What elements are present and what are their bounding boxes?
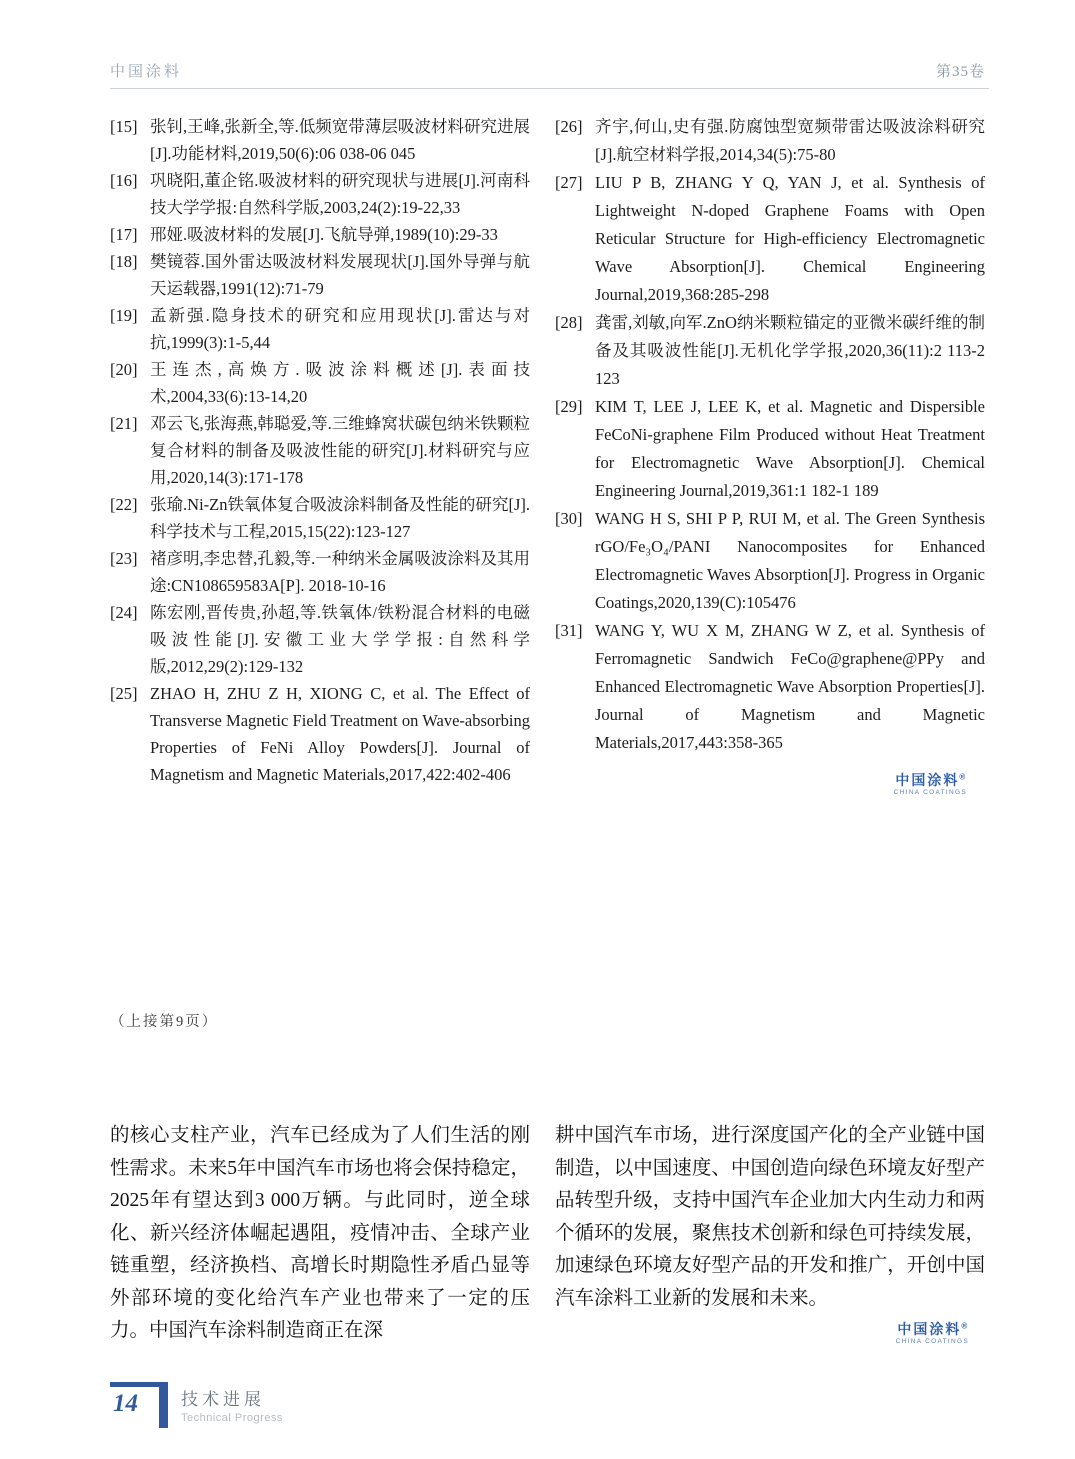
reference-item [110, 545, 530, 599]
reference-item [555, 113, 985, 169]
volume-label: 第35卷 [935, 64, 985, 80]
page-footer [110, 1382, 283, 1430]
header-divider [110, 88, 989, 89]
reference-text: KIM T, LEE J, LEE K, et al. Magnetic and Dispersible FeCoNi-graphene Film Produced without Heat Treatment for Electromagnetic Wave Absorption[J]. Chemical Engineering Journal,2019,361:1 182-1 189 [595, 397, 985, 500]
footer-section-title: 技术进展 [181, 1390, 265, 1409]
reference-item [555, 617, 985, 757]
footer-section [181, 1382, 283, 1424]
reference-text: 樊镜蓉.国外雷达吸波材料发展现状[J].国外导弹与航天运载器,1991(12):71-79 [150, 252, 530, 298]
reference-label: [26] [555, 117, 583, 136]
reference-label: [31] [555, 621, 583, 640]
reference-item [110, 410, 530, 491]
reference-text: 巩晓阳,董企铭.吸波材料的研究现状与进展[J].河南科技大学学报:自然科学版,2003,24(2):19-22,33 [150, 171, 530, 217]
reference-text: 邢娅.吸波材料的发展[J].飞航导弹,1989(10):29-33 [150, 225, 498, 244]
logo-text-row [894, 773, 967, 788]
reference-item [110, 113, 530, 167]
reference-item [555, 309, 985, 393]
reference-label: [22] [110, 495, 138, 514]
reference-label: [25] [110, 684, 138, 703]
reference-text: 孟新强.隐身技术的研究和应用现状[J].雷达与对抗,1999(3):1-5,44 [150, 306, 530, 352]
reference-item [110, 167, 530, 221]
reference-item [555, 169, 985, 309]
reference-item [110, 221, 530, 248]
continuation-note: （上接第9页） [110, 1014, 219, 1030]
china-coatings-logo [896, 1322, 969, 1346]
reference-label: [29] [555, 397, 583, 416]
body-column-right-wrap [555, 1120, 985, 1348]
reference-text: WANG Y, WU X M, ZHANG W Z, et al. Synthesis of Ferromagnetic Sandwich FeCo@graphene@PPy and Enhanced Electromagnetic Wave Absorption Properties[J]. Journal of Magnetism and Magnetic Materials,2017,443:358-365 [595, 621, 985, 752]
reference-label: [17] [110, 225, 138, 244]
references-brand-row [555, 773, 985, 797]
logo-text: 中国涂料 [895, 772, 960, 788]
reference-text: 邓云飞,张海燕,韩聪爱,等.三维蜂窝状碳包纳米铁颗粒复合材料的制备及吸波性能的研究[J].材料研究与应用,2020,14(3):171-178 [150, 414, 530, 487]
logo-subtitle: CHINA COATINGS [895, 1338, 969, 1346]
page-header [110, 60, 985, 81]
reference-text: 齐宇,何山,史有强.防腐蚀型宽频带雷达吸波涂料研究[J].航空材料学报,2014,34(5):75-80 [595, 117, 985, 164]
reference-text: WANG H S, SHI P P, RUI M, et al. The Green Synthesis rGO/Fe₃O₄/PANI Nanocomposites for Enhanced Electromagnetic Waves Absorption[J]. Progress in Organic Coatings,2020,139(C):105476 [595, 509, 985, 612]
reference-text: ZHAO H, ZHU Z H, XIONG C, et al. The Effect of Transverse Magnetic Field Treatment on Wave-absorbing Properties of FeNi Alloy Powders[J]. Journal of Magnetism and Magnetic Materials,2017,422:402-406 [150, 684, 530, 784]
reference-text: 王连杰,高焕方.吸波涂料概述[J].表面技术,2004,33(6):13-14,20 [150, 360, 530, 406]
registered-mark-icon: ® [959, 772, 966, 782]
reference-item [555, 393, 985, 505]
references-column-left [110, 113, 530, 797]
logo-text: 中国涂料 [897, 1320, 962, 1337]
logo-subtitle: CHINA COATINGS [893, 789, 967, 797]
reference-text: LIU P B, ZHANG Y Q, YAN J, et al. Synthesis of Lightweight N-doped Graphene Foams with Open Reticular Structure for High-efficiency Electromagnetic Wave Absorption[J]. Chemical Engineering Journal,2019,368:285-298 [595, 173, 985, 304]
reference-label: [30] [555, 509, 583, 528]
corner-bar-icon [159, 1382, 168, 1428]
reference-text: 张钊,王峰,张新全,等.低频宽带薄层吸波材料研究进展[J].功能材料,2019,50(6):06 038-06 045 [150, 117, 530, 163]
reference-text: 陈宏刚,晋传贵,孙超,等.铁氧体/铁粉混合材料的电磁吸波性能[J].安徽工业大学学报:自然科学版,2012,29(2):129-132 [150, 603, 530, 676]
reference-label: [16] [110, 171, 138, 190]
reference-label: [20] [110, 360, 138, 379]
references-list-right [555, 113, 985, 757]
reference-label: [18] [110, 252, 138, 271]
china-coatings-logo [894, 773, 967, 797]
reference-label: [21] [110, 414, 138, 433]
reference-text: 褚彦明,李忠替,孔毅,等.一种纳米金属吸波涂料及其用途:CN108659583A[P]. 2018-10-16 [150, 549, 530, 595]
reference-label: [19] [110, 306, 138, 325]
reference-item [110, 680, 530, 788]
reference-item [110, 248, 530, 302]
references-column-right [555, 113, 985, 797]
reference-text: 张瑜.Ni-Zn铁氧体复合吸波涂料制备及性能的研究[J].科学技术与工程,2015,15(22):123-127 [150, 495, 530, 541]
article-body [110, 1120, 985, 1348]
reference-label: [28] [555, 313, 583, 332]
body-column-left: 的核心支柱产业，汽车已经成为了人们生活的刚性需求。未来5年中国汽车市场也将会保持稳定，2025年有望达到3 000万辆。与此同时，逆全球化、新兴经济体崛起遇阻，疫情冲击、全球产业链重塑，经济换档、高增长时期隐性矛盾凸显等外部环境的变化给汽车产业也带来了一定的压力。中国汽车涂料制造商正在深 [110, 1125, 530, 1341]
registered-mark-icon: ® [961, 1321, 968, 1331]
reference-item [110, 356, 530, 410]
reference-label: [27] [555, 173, 583, 192]
footer-section-subtitle: Technical Progress [181, 1412, 283, 1424]
reference-text: 龚雷,刘敏,向军.ZnO纳米颗粒锚定的亚微米碳纤维的制备及其吸波性能[J].无机化学学报,2020,36(11):2 113-2 123 [595, 313, 985, 388]
reference-item [555, 505, 985, 617]
page-number: 14 [113, 1390, 138, 1417]
reference-item [110, 491, 530, 545]
reference-item [110, 302, 530, 356]
journal-name: 中国涂料 [110, 64, 183, 80]
reference-label: [23] [110, 549, 138, 568]
references-section [110, 113, 985, 797]
reference-label: [15] [110, 117, 138, 136]
body-column-right: 耕中国汽车市场，进行深度国产化的全产业链中国制造，以中国速度、中国创造向绿色环境友好型产品转型升级，支持中国汽车企业加大内生动力和两个循环的发展，聚焦技术创新和绿色可持续发展，加速绿色环境友好型产品的开发和推广，开创中国汽车涂料工业新的发展和未来。 [555, 1125, 985, 1309]
reference-label: [24] [110, 603, 138, 622]
reference-item [110, 599, 530, 680]
logo-text-row [896, 1322, 969, 1337]
page-number-mark [110, 1382, 168, 1430]
